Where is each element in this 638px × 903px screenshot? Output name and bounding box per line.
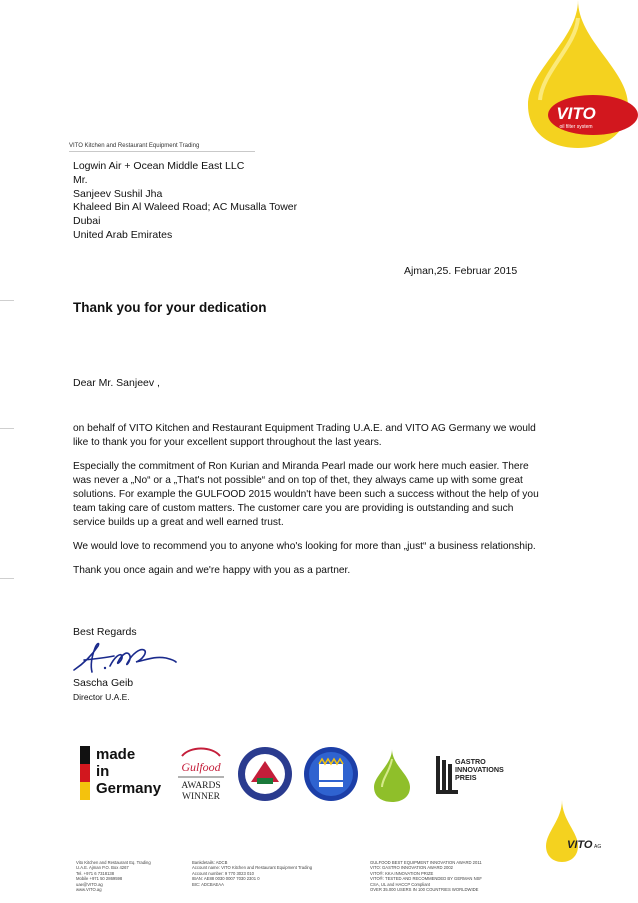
recipient-salutation-title: Mr. [73,173,88,186]
recipient-company: Logwin Air + Ocean Middle East LLC [73,160,245,172]
made-in-germany-badge [80,746,170,802]
footer-vito-logo [532,800,638,870]
letter-subject: Thank you for your dedication [73,300,267,315]
vito-logo [518,0,638,150]
fold-mark [0,300,14,301]
sender-divider [69,151,255,152]
vito-logo-text: VITO [556,104,596,123]
gastro-text-line2: INNOVATIONS [455,765,504,774]
footer-line: Vito Kitchen and Restaurant Eq. Trading [76,860,151,865]
footer-line: Bankdetails: ADCB [192,860,228,865]
recipient-country: United Arab Emirates [73,228,173,241]
recipient-city: Dubai [73,215,101,228]
gastro-text-line3: PREIS [455,773,477,782]
fold-mark [0,428,14,429]
fold-mark [0,578,14,579]
footer-line: VITO®: TESTED AND RECOMMENDED BY GERMAN NSF [370,876,482,882]
footer-line: CSA, UL and HACCP Compliant [370,881,431,887]
footer-logo-text: VITO [567,839,593,851]
footer-line: Tel. +971 6 7318138 [76,870,115,876]
footer-line: VITO: GASTRO INNOVATION AWARD 2002 [370,865,453,871]
footer-line: GULFOOD BEST EQUIPMENT INNOVATION AWARD 2011 [370,860,482,865]
body-paragraph: on behalf of VITO Kitchen and Restaurant Equipment Trading U.A.E. and VITO AG Germany we would like to thank you for your excellent support throughout the last years. [73,423,536,448]
recipient-address [73,160,297,243]
gulfood-awards-badge [174,742,228,804]
letter-closing: Best Regards [73,626,137,638]
letter-body [73,422,543,588]
footer-line: U.A.E. Ajman P.O. Box 4267 [76,865,129,871]
body-paragraph: Especially the commitment of Ron Kurian and Miranda Pearl made our work here much easier. There was never a „No“ or a „That's not possible“ and on top of thet, they always came up with some great solutions. For example the GULFOOD 2015 wouldn't have been such a success without the help of you team taking care of custom matters. The customer care you are providing is outstanding and such service builds up a great and well earned trust. [73,461,539,528]
footer-contact-column [76,860,151,892]
footer-line: BIC: ADCBAEAA [192,881,224,887]
signer-name: Sascha Geib [73,677,134,689]
oil-drop-award-icon [370,745,414,803]
footer-line: www.VITO.ag [76,887,102,893]
body-paragraph: We would love to recommend you to anyone who's looking for more than „just“ a business relationship. [73,541,536,552]
gastro-innovations-badge [436,756,506,796]
emirates-emblem-icon [302,745,360,803]
gulfood-winner-text: WINNER [182,792,220,802]
gastro-text-line1: GASTRO [455,757,486,766]
gulfood-awards-text: AWARDS [181,781,221,791]
recipient-name: Sanjeev Sushil Jha [73,187,163,200]
footer-awards-column [370,860,482,892]
footer-line: Account name: VITO Kitchen and Restaurant Equipment Trading [192,865,313,871]
body-paragraph: Thank you once again and we're happy with you as a partner. [73,565,351,576]
letter-date: Ajman,25. Februar 2015 [404,265,518,277]
footer-line: Mobile +971 50 2869598 [76,876,123,882]
signer-title: Director U.A.E. [73,692,130,702]
vito-logo-tagline: oil filter system [559,124,593,130]
footer-line: Account number: 9 770 3023 010 [192,870,254,876]
footer-bank-column [192,860,312,887]
badge-text-in: in [96,763,110,780]
flag-red [80,764,90,782]
footer-line: IBAN: AE88 0030 0007 7030 2301 0 [192,876,260,882]
footer-logo-suffix: AG [594,844,602,850]
footer-line: VITO®: KKA INNOVATION PRIZE [370,870,434,876]
flag-black [80,746,90,764]
sender-line: VITO Kitchen and Restaurant Equipment Trading [69,143,200,149]
footer-line: OVER 35.000 USERS IN 100 COUNTRIES WORLDWIDE [370,887,479,893]
footer-line: uae@VITO.ag [76,881,103,887]
gulfood-logo-text: Gulfood [181,760,221,774]
letter-salutation: Dear Mr. Sanjeev , [73,377,160,389]
handwritten-signature [70,640,180,680]
badge-text-germany: Germany [96,780,162,797]
flag-gold [80,782,90,800]
badge-text-made: made [96,746,136,763]
recipient-street: Khaleed Bin Al Waleed Road; AC Musalla Tower [73,201,298,214]
chamber-seal-icon [236,745,294,803]
